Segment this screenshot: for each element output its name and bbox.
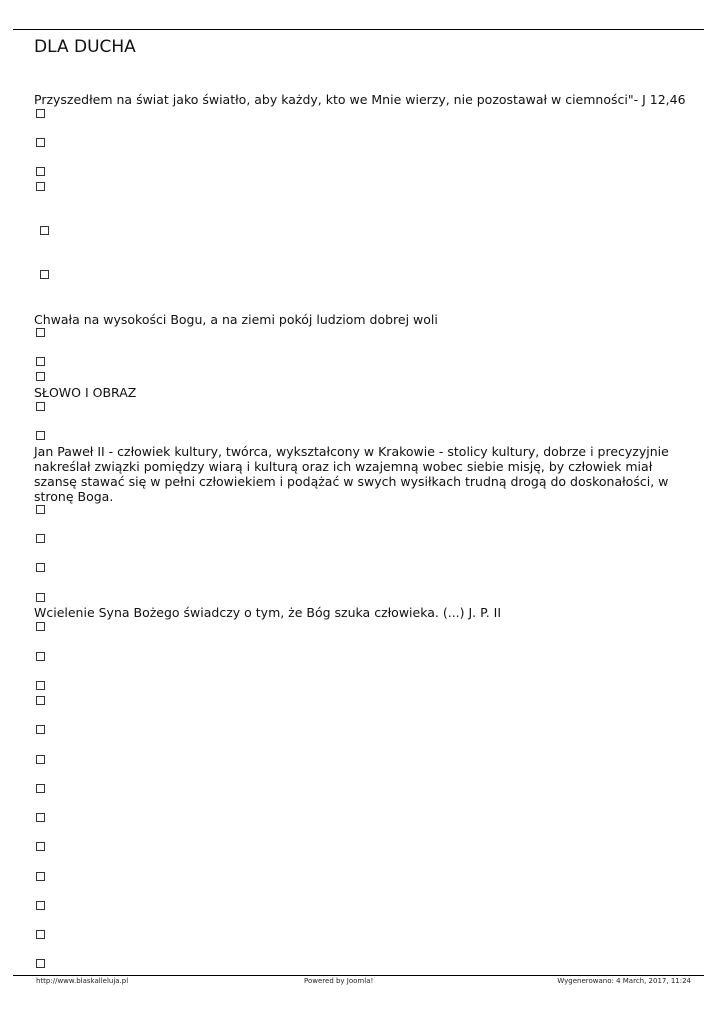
broken-image-icon: [40, 270, 49, 279]
broken-image-icon: [36, 357, 45, 366]
broken-image-icon: [36, 813, 45, 822]
broken-image-icon: [36, 402, 45, 411]
broken-image-icon: [36, 959, 45, 968]
broken-image-icon: [36, 681, 45, 690]
bottom-rule: [13, 975, 704, 976]
quote-john: Przyszedłem na świat jako światło, aby każdy, kto we Mnie wierzy, nie pozostawał w ciemności"- J 12,46: [34, 92, 686, 107]
broken-image-icon: [36, 563, 45, 572]
broken-image-icon: [36, 593, 45, 602]
top-rule: [13, 29, 704, 30]
section-heading: SŁOWO I OBRAZ: [34, 385, 137, 400]
broken-image-icon: [36, 138, 45, 147]
footer-url[interactable]: http://www.blaskalleluja.pl: [36, 977, 129, 985]
broken-image-icon: [36, 372, 45, 381]
broken-image-icon: [36, 167, 45, 176]
broken-image-icon: [40, 226, 49, 235]
broken-image-icon: [36, 696, 45, 705]
broken-image-icon: [36, 182, 45, 191]
broken-image-icon: [36, 901, 45, 910]
broken-image-icon: [36, 842, 45, 851]
jp2-paragraph: Jan Paweł II - człowiek kultury, twórca, wykształcony w Krakowie - stolicy kultury, dobrze i precyzyjnie nakreślał związki pomiędzy wiarą i kulturą oraz ich wzajemną wobec siebie misję, by człowiek miał szansę stawać się w pełni człowiekiem i podążać w swych wysiłkach trudną drogą do doskonałości, w stronę Boga.: [34, 444, 669, 504]
broken-image-icon: [36, 652, 45, 661]
broken-image-icon: [36, 534, 45, 543]
broken-image-icon: [36, 872, 45, 881]
footer-generated: Wygenerowano: 4 March, 2017, 11:24: [557, 977, 691, 985]
footer-powered: Powered by Joomla!: [304, 977, 374, 985]
broken-image-icon: [36, 725, 45, 734]
broken-image-icon: [36, 622, 45, 631]
gloria-text: Chwała na wysokości Bogu, a na ziemi pokój ludziom dobrej woli: [34, 312, 438, 327]
broken-image-icon: [36, 930, 45, 939]
broken-image-icon: [36, 505, 45, 514]
incarnation-quote: Wcielenie Syna Bożego świadczy o tym, że Bóg szuka człowieka. (...) J. P. II: [34, 605, 502, 620]
broken-image-icon: [36, 109, 45, 118]
page-title: DLA DUCHA: [34, 37, 136, 57]
broken-image-icon: [36, 328, 45, 337]
broken-image-icon: [36, 755, 45, 764]
broken-image-icon: [36, 784, 45, 793]
broken-image-icon: [36, 431, 45, 440]
